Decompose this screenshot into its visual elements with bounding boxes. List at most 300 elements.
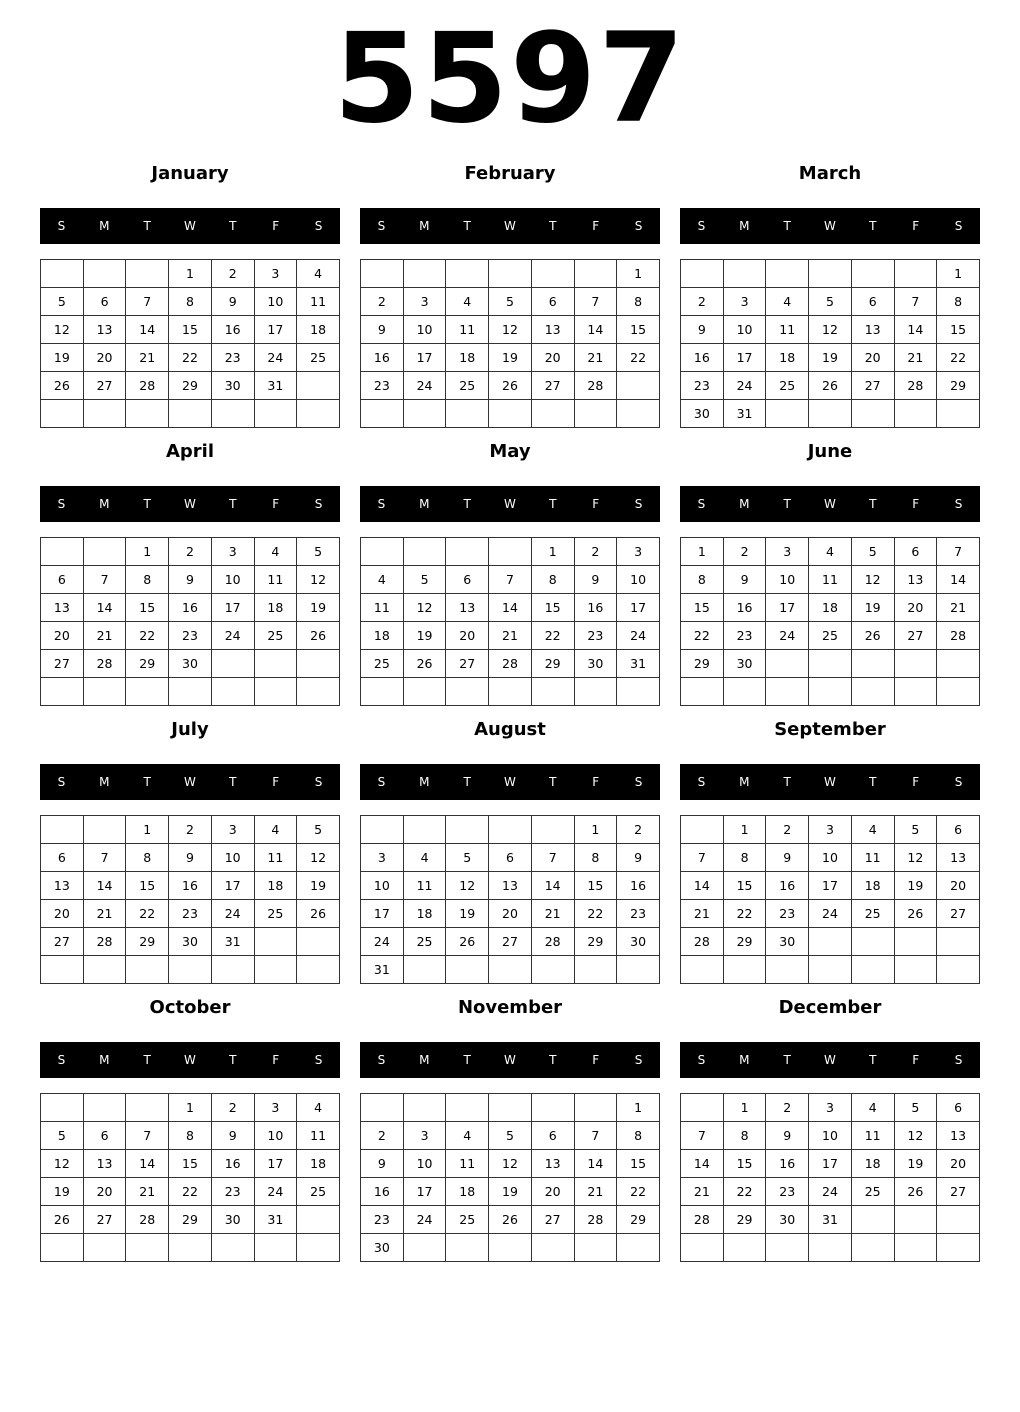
day-cell: 28 <box>83 650 126 678</box>
day-cell: 8 <box>723 1122 766 1150</box>
day-cell <box>851 260 894 288</box>
day-cell: 10 <box>254 1122 297 1150</box>
day-cell: 19 <box>41 1178 84 1206</box>
day-cell: 7 <box>126 288 169 316</box>
weekday-header: S <box>954 1053 963 1067</box>
day-cell: 3 <box>361 844 404 872</box>
day-cell: 3 <box>403 1122 446 1150</box>
day-grid <box>360 259 660 428</box>
day-cell: 18 <box>254 872 297 900</box>
day-cell <box>254 928 297 956</box>
week-row <box>361 1206 660 1234</box>
day-cell: 6 <box>83 288 126 316</box>
day-cell: 6 <box>531 288 574 316</box>
day-cell: 25 <box>446 372 489 400</box>
week-row <box>41 1122 340 1150</box>
day-cell <box>446 678 489 706</box>
weekday-header: W <box>184 219 196 233</box>
day-cell: 1 <box>169 1094 212 1122</box>
day-cell: 4 <box>297 260 340 288</box>
day-cell <box>809 650 852 678</box>
weekday-header: T <box>783 775 791 789</box>
day-cell: 30 <box>169 650 212 678</box>
day-cell: 15 <box>531 594 574 622</box>
weekday-header: T <box>229 775 237 789</box>
day-cell: 2 <box>681 288 724 316</box>
day-cell: 3 <box>809 816 852 844</box>
day-cell: 15 <box>937 316 980 344</box>
day-cell: 4 <box>851 816 894 844</box>
day-cell: 31 <box>361 956 404 984</box>
weekday-header: T <box>549 775 557 789</box>
day-cell: 29 <box>937 372 980 400</box>
week-row <box>361 1150 660 1178</box>
day-grid <box>680 537 980 706</box>
week-row <box>41 316 340 344</box>
month-name: December <box>778 997 882 1018</box>
day-cell <box>766 400 809 428</box>
day-cell <box>851 650 894 678</box>
day-cell: 21 <box>126 344 169 372</box>
day-cell: 20 <box>446 622 489 650</box>
weekday-header: F <box>912 775 920 789</box>
day-cell: 4 <box>403 844 446 872</box>
week-row <box>361 594 660 622</box>
weekday-header: T <box>869 775 877 789</box>
weekday-header: W <box>504 219 516 233</box>
day-cell: 13 <box>531 316 574 344</box>
weekday-header: S <box>314 219 323 233</box>
week-row <box>41 288 340 316</box>
day-cell: 15 <box>169 316 212 344</box>
day-cell: 22 <box>574 900 617 928</box>
day-cell: 18 <box>446 344 489 372</box>
day-cell: 18 <box>403 900 446 928</box>
day-cell: 2 <box>211 1094 254 1122</box>
day-cell: 30 <box>361 1234 404 1262</box>
day-cell: 17 <box>211 594 254 622</box>
day-cell: 22 <box>617 1178 660 1206</box>
week-row <box>361 1094 660 1122</box>
day-cell: 25 <box>254 622 297 650</box>
day-cell: 14 <box>489 594 532 622</box>
day-cell: 11 <box>403 872 446 900</box>
day-cell: 11 <box>851 1122 894 1150</box>
day-cell <box>809 400 852 428</box>
day-cell: 6 <box>937 1094 980 1122</box>
day-cell: 5 <box>894 1094 937 1122</box>
week-row <box>41 538 340 566</box>
day-cell: 2 <box>766 1094 809 1122</box>
weekday-header-bar <box>40 764 340 800</box>
day-cell: 7 <box>83 844 126 872</box>
day-cell <box>574 260 617 288</box>
day-cell: 1 <box>126 538 169 566</box>
week-row <box>361 372 660 400</box>
day-cell <box>446 956 489 984</box>
day-cell: 16 <box>574 594 617 622</box>
week-row <box>41 1094 340 1122</box>
day-cell <box>851 1206 894 1234</box>
day-cell <box>489 400 532 428</box>
day-cell: 13 <box>489 872 532 900</box>
day-cell: 13 <box>41 594 84 622</box>
week-row <box>41 372 340 400</box>
weekday-header-bar <box>40 1042 340 1078</box>
weekday-header: T <box>229 1053 237 1067</box>
week-row <box>681 872 980 900</box>
day-cell: 1 <box>723 816 766 844</box>
week-row <box>361 288 660 316</box>
weekday-header: S <box>954 219 963 233</box>
day-cell: 10 <box>723 316 766 344</box>
day-cell: 21 <box>489 622 532 650</box>
weekday-header: M <box>739 775 750 789</box>
weekday-header: S <box>697 775 706 789</box>
day-cell: 21 <box>83 622 126 650</box>
weekday-header: T <box>463 775 471 789</box>
day-cell <box>489 816 532 844</box>
day-cell: 12 <box>41 1150 84 1178</box>
day-cell <box>489 1234 532 1262</box>
week-row <box>681 1094 980 1122</box>
day-cell: 27 <box>851 372 894 400</box>
day-cell: 15 <box>617 1150 660 1178</box>
day-cell <box>766 650 809 678</box>
week-row <box>681 816 980 844</box>
day-cell <box>211 1234 254 1262</box>
week-row <box>361 678 660 706</box>
day-cell <box>446 1094 489 1122</box>
weekday-header: M <box>99 775 110 789</box>
day-cell: 16 <box>169 594 212 622</box>
weekday-header: W <box>824 219 836 233</box>
day-cell <box>617 678 660 706</box>
week-row <box>681 900 980 928</box>
day-cell: 23 <box>361 1206 404 1234</box>
day-cell: 23 <box>211 344 254 372</box>
week-row <box>41 260 340 288</box>
weekday-header: T <box>869 219 877 233</box>
day-cell: 16 <box>211 1150 254 1178</box>
month-name: March <box>798 163 862 184</box>
week-row <box>41 1178 340 1206</box>
day-cell: 13 <box>937 1122 980 1150</box>
day-cell: 28 <box>681 928 724 956</box>
day-cell: 3 <box>809 1094 852 1122</box>
weekday-header-bar <box>360 486 660 522</box>
day-cell: 16 <box>766 872 809 900</box>
day-cell <box>403 400 446 428</box>
weekday-header: S <box>314 1053 323 1067</box>
day-cell: 19 <box>894 872 937 900</box>
week-row <box>681 538 980 566</box>
weekday-header: M <box>419 1053 430 1067</box>
day-cell <box>617 400 660 428</box>
day-cell: 8 <box>617 288 660 316</box>
day-cell: 6 <box>531 1122 574 1150</box>
week-row <box>361 650 660 678</box>
day-cell: 9 <box>169 566 212 594</box>
day-cell: 14 <box>531 872 574 900</box>
day-cell: 17 <box>809 872 852 900</box>
day-cell: 31 <box>617 650 660 678</box>
day-cell: 29 <box>617 1206 660 1234</box>
day-cell: 31 <box>809 1206 852 1234</box>
day-cell <box>489 956 532 984</box>
day-cell: 10 <box>254 288 297 316</box>
day-cell: 26 <box>809 372 852 400</box>
day-cell: 20 <box>937 1150 980 1178</box>
day-cell <box>446 260 489 288</box>
week-row <box>681 260 980 288</box>
day-cell: 24 <box>403 1206 446 1234</box>
weekday-header-bar <box>360 1042 660 1078</box>
day-cell: 27 <box>41 650 84 678</box>
day-cell: 11 <box>254 566 297 594</box>
weekday-header: F <box>272 497 280 511</box>
week-row <box>361 900 660 928</box>
day-cell: 29 <box>574 928 617 956</box>
day-cell: 22 <box>169 1178 212 1206</box>
day-cell: 10 <box>809 844 852 872</box>
weekday-header-bar <box>680 208 980 244</box>
day-cell <box>766 260 809 288</box>
day-cell <box>297 956 340 984</box>
day-cell: 1 <box>574 816 617 844</box>
day-cell <box>681 678 724 706</box>
weekday-header-bar <box>360 764 660 800</box>
day-cell <box>361 1094 404 1122</box>
weekday-header: S <box>634 775 643 789</box>
day-cell <box>361 400 404 428</box>
day-grid <box>40 259 340 428</box>
weekday-header: S <box>314 775 323 789</box>
day-cell: 5 <box>41 1122 84 1150</box>
day-cell <box>254 1234 297 1262</box>
day-cell: 25 <box>361 650 404 678</box>
day-cell: 27 <box>937 1178 980 1206</box>
day-cell <box>126 956 169 984</box>
day-cell: 23 <box>169 900 212 928</box>
day-cell <box>361 816 404 844</box>
day-cell: 18 <box>851 1150 894 1178</box>
day-cell: 20 <box>41 622 84 650</box>
day-cell: 25 <box>766 372 809 400</box>
week-row <box>41 594 340 622</box>
day-cell: 4 <box>254 816 297 844</box>
day-cell <box>254 400 297 428</box>
day-cell: 2 <box>361 288 404 316</box>
day-cell: 7 <box>574 1122 617 1150</box>
day-cell: 19 <box>297 594 340 622</box>
week-row <box>361 400 660 428</box>
day-cell: 26 <box>41 372 84 400</box>
day-cell <box>937 400 980 428</box>
day-cell: 25 <box>446 1206 489 1234</box>
day-cell: 27 <box>531 372 574 400</box>
day-cell <box>937 1234 980 1262</box>
day-cell: 5 <box>894 816 937 844</box>
day-cell: 21 <box>531 900 574 928</box>
day-cell: 1 <box>617 1094 660 1122</box>
weekday-header: W <box>184 775 196 789</box>
day-cell: 15 <box>126 872 169 900</box>
day-cell <box>681 260 724 288</box>
weekday-header: S <box>697 219 706 233</box>
weekday-header: W <box>824 1053 836 1067</box>
day-cell <box>403 538 446 566</box>
day-cell: 10 <box>361 872 404 900</box>
day-cell: 12 <box>894 1122 937 1150</box>
day-cell <box>766 956 809 984</box>
day-cell: 11 <box>851 844 894 872</box>
week-row <box>681 372 980 400</box>
week-row <box>361 872 660 900</box>
day-cell <box>894 678 937 706</box>
weekday-header: T <box>783 497 791 511</box>
week-row <box>41 928 340 956</box>
day-cell: 13 <box>531 1150 574 1178</box>
weekday-header: M <box>419 219 430 233</box>
day-cell: 3 <box>723 288 766 316</box>
day-cell: 28 <box>894 372 937 400</box>
day-cell <box>83 816 126 844</box>
day-cell: 10 <box>403 1150 446 1178</box>
day-cell: 6 <box>41 566 84 594</box>
week-row <box>361 260 660 288</box>
day-cell: 22 <box>531 622 574 650</box>
day-grid <box>360 1093 660 1262</box>
day-cell: 13 <box>894 566 937 594</box>
weekday-header: M <box>739 1053 750 1067</box>
day-cell <box>894 260 937 288</box>
week-row <box>681 1178 980 1206</box>
weekday-header: S <box>57 1053 66 1067</box>
day-cell: 11 <box>446 1150 489 1178</box>
day-cell: 20 <box>41 900 84 928</box>
day-cell <box>41 1234 84 1262</box>
week-row <box>361 566 660 594</box>
day-cell: 1 <box>617 260 660 288</box>
day-cell <box>531 260 574 288</box>
day-cell: 30 <box>723 650 766 678</box>
weekday-header-bar <box>680 764 980 800</box>
day-cell: 20 <box>531 1178 574 1206</box>
day-cell: 24 <box>254 344 297 372</box>
day-cell: 23 <box>766 900 809 928</box>
day-cell: 19 <box>489 344 532 372</box>
day-cell: 2 <box>617 816 660 844</box>
day-cell <box>531 816 574 844</box>
day-cell: 10 <box>809 1122 852 1150</box>
day-cell <box>617 956 660 984</box>
day-cell: 22 <box>169 344 212 372</box>
day-cell: 26 <box>851 622 894 650</box>
day-cell <box>489 538 532 566</box>
day-cell: 8 <box>574 844 617 872</box>
weekday-header: S <box>57 775 66 789</box>
day-cell: 5 <box>851 538 894 566</box>
day-cell <box>681 956 724 984</box>
day-cell: 1 <box>169 260 212 288</box>
day-cell: 12 <box>446 872 489 900</box>
day-cell <box>723 1234 766 1262</box>
day-cell <box>403 260 446 288</box>
day-cell: 22 <box>681 622 724 650</box>
day-cell <box>809 678 852 706</box>
day-cell: 20 <box>894 594 937 622</box>
day-cell: 22 <box>937 344 980 372</box>
day-cell <box>446 816 489 844</box>
day-cell: 12 <box>809 316 852 344</box>
day-cell <box>297 1234 340 1262</box>
week-row <box>681 844 980 872</box>
week-row <box>41 956 340 984</box>
weekday-header: S <box>634 1053 643 1067</box>
day-cell: 30 <box>681 400 724 428</box>
day-cell: 25 <box>297 1178 340 1206</box>
day-cell: 6 <box>446 566 489 594</box>
day-cell <box>41 260 84 288</box>
day-cell: 22 <box>126 622 169 650</box>
weekday-header: T <box>549 497 557 511</box>
day-cell <box>766 678 809 706</box>
month-name: June <box>807 441 853 462</box>
day-cell: 5 <box>809 288 852 316</box>
weekday-header: F <box>912 497 920 511</box>
day-cell: 8 <box>531 566 574 594</box>
weekday-header: M <box>99 497 110 511</box>
day-cell <box>489 1094 532 1122</box>
weekday-header: S <box>954 497 963 511</box>
day-cell: 24 <box>809 900 852 928</box>
day-cell: 31 <box>254 372 297 400</box>
day-cell <box>894 956 937 984</box>
weekday-header-bar <box>680 1042 980 1078</box>
weekday-header: F <box>912 1053 920 1067</box>
week-row <box>681 344 980 372</box>
day-cell <box>809 928 852 956</box>
day-cell: 29 <box>126 928 169 956</box>
day-cell <box>297 372 340 400</box>
day-cell: 19 <box>851 594 894 622</box>
day-cell: 21 <box>937 594 980 622</box>
weekday-header: T <box>549 219 557 233</box>
day-cell: 19 <box>489 1178 532 1206</box>
week-row <box>41 872 340 900</box>
day-cell: 20 <box>937 872 980 900</box>
day-cell: 13 <box>851 316 894 344</box>
day-cell: 29 <box>169 372 212 400</box>
week-row <box>681 1150 980 1178</box>
day-cell: 17 <box>809 1150 852 1178</box>
weekday-header: F <box>592 1053 600 1067</box>
day-cell: 19 <box>403 622 446 650</box>
day-cell: 15 <box>681 594 724 622</box>
day-cell: 25 <box>851 1178 894 1206</box>
weekday-header: T <box>143 775 151 789</box>
day-cell: 1 <box>531 538 574 566</box>
week-row <box>681 288 980 316</box>
day-cell: 19 <box>809 344 852 372</box>
weekday-header: S <box>314 497 323 511</box>
day-cell: 12 <box>41 316 84 344</box>
week-row <box>41 900 340 928</box>
day-cell: 21 <box>681 1178 724 1206</box>
day-cell <box>446 538 489 566</box>
week-row <box>681 622 980 650</box>
